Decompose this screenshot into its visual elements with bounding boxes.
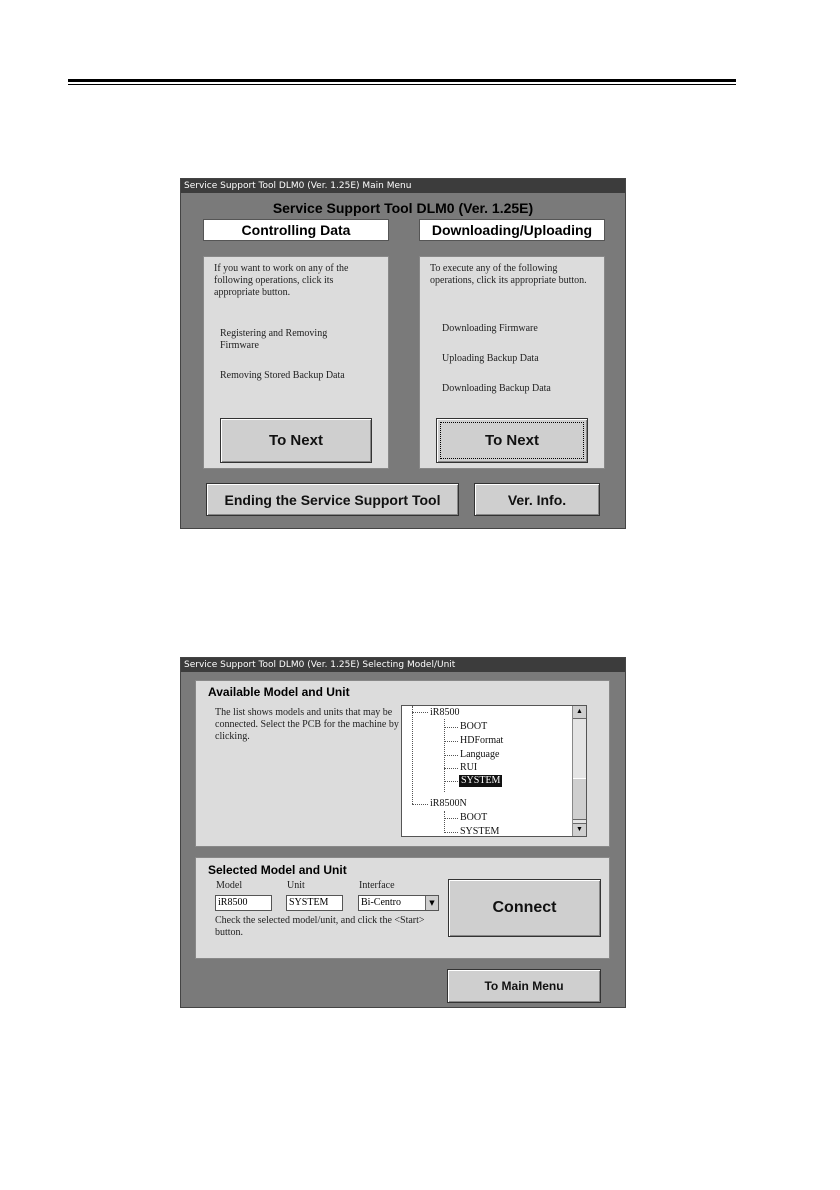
downloading-uploading-to-next-button[interactable]: To Next <box>436 418 588 463</box>
main-menu-heading: Service Support Tool DLM0 (Ver. 1.25E) <box>272 200 534 216</box>
uploading-backup-item: Uploading Backup Data <box>442 353 539 364</box>
interface-label: Interface <box>359 880 395 891</box>
scroll-up-arrow-icon[interactable]: ▲ <box>573 706 586 719</box>
tree-node-system-2[interactable]: SYSTEM <box>460 826 500 837</box>
tree-node-rui[interactable]: RUI <box>460 762 478 773</box>
header-rule-thick <box>68 79 736 82</box>
controlling-data-panel <box>203 256 389 469</box>
tree-node-boot[interactable]: BOOT <box>460 721 488 732</box>
unit-label: Unit <box>287 880 305 891</box>
tree-node-ir8500n[interactable]: iR8500N <box>430 798 467 809</box>
to-main-menu-button[interactable]: To Main Menu <box>447 969 601 1003</box>
selected-model-title: Selected Model and Unit <box>208 863 347 877</box>
controlling-data-to-next-button[interactable]: To Next <box>220 418 372 463</box>
downloading-uploading-panel <box>419 256 605 469</box>
registering-removing-firmware-item: Registering and Removing Firmware <box>220 328 328 351</box>
model-label: Model <box>216 880 243 891</box>
tree-node-language[interactable]: Language <box>460 749 500 760</box>
header-rule-thin <box>68 84 736 85</box>
downloading-uploading-header: Downloading/Uploading <box>419 219 605 241</box>
tree-node-ir8500[interactable]: iR8500 <box>430 707 460 718</box>
selected-instruction: Check the selected model/unit, and click the <Start> button. <box>215 915 425 938</box>
tree-node-boot-2[interactable]: BOOT <box>460 812 488 823</box>
available-model-panel <box>195 680 610 847</box>
model-unit-tree[interactable] <box>401 705 587 837</box>
tree-scrollbar[interactable] <box>572 706 586 836</box>
unit-field[interactable]: SYSTEM <box>286 895 343 911</box>
selected-model-panel <box>195 857 610 959</box>
available-model-description: The list shows models and units that may be connected. Select the PCB for the machine by clicking. <box>215 707 399 742</box>
tree-node-system-selected[interactable]: SYSTEM <box>461 775 501 786</box>
end-service-tool-button[interactable]: Ending the Service Support Tool <box>206 483 459 516</box>
downloading-backup-item: Downloading Backup Data <box>442 383 551 394</box>
main-menu-titlebar: Service Support Tool DLM0 (Ver. 1.25E) Main Menu <box>181 179 625 193</box>
interface-select-value: Bi-Centro <box>361 897 401 908</box>
connect-button[interactable]: Connect <box>448 879 601 937</box>
interface-select[interactable] <box>358 895 439 911</box>
scroll-down-arrow-icon[interactable]: ▼ <box>573 823 586 836</box>
controlling-data-description: If you want to work on any of the following operations, click its appropriate button. <box>214 263 349 298</box>
tree-node-hdformat[interactable]: HDFormat <box>460 735 504 746</box>
downloading-uploading-description: To execute any of the following operations, click its appropriate button. <box>430 263 587 286</box>
version-info-button[interactable]: Ver. Info. <box>474 483 600 516</box>
downloading-firmware-item: Downloading Firmware <box>442 323 538 334</box>
removing-stored-backup-item: Removing Stored Backup Data <box>220 370 345 381</box>
model-field[interactable]: iR8500 <box>215 895 272 911</box>
select-model-window <box>180 657 626 1008</box>
select-model-titlebar: Service Support Tool DLM0 (Ver. 1.25E) Selecting Model/Unit <box>181 658 625 672</box>
available-model-title: Available Model and Unit <box>208 685 350 699</box>
controlling-data-header: Controlling Data <box>203 219 389 241</box>
scroll-thumb[interactable] <box>573 778 586 820</box>
main-menu-window <box>180 178 626 529</box>
chevron-down-icon[interactable]: ▼ <box>425 896 438 910</box>
